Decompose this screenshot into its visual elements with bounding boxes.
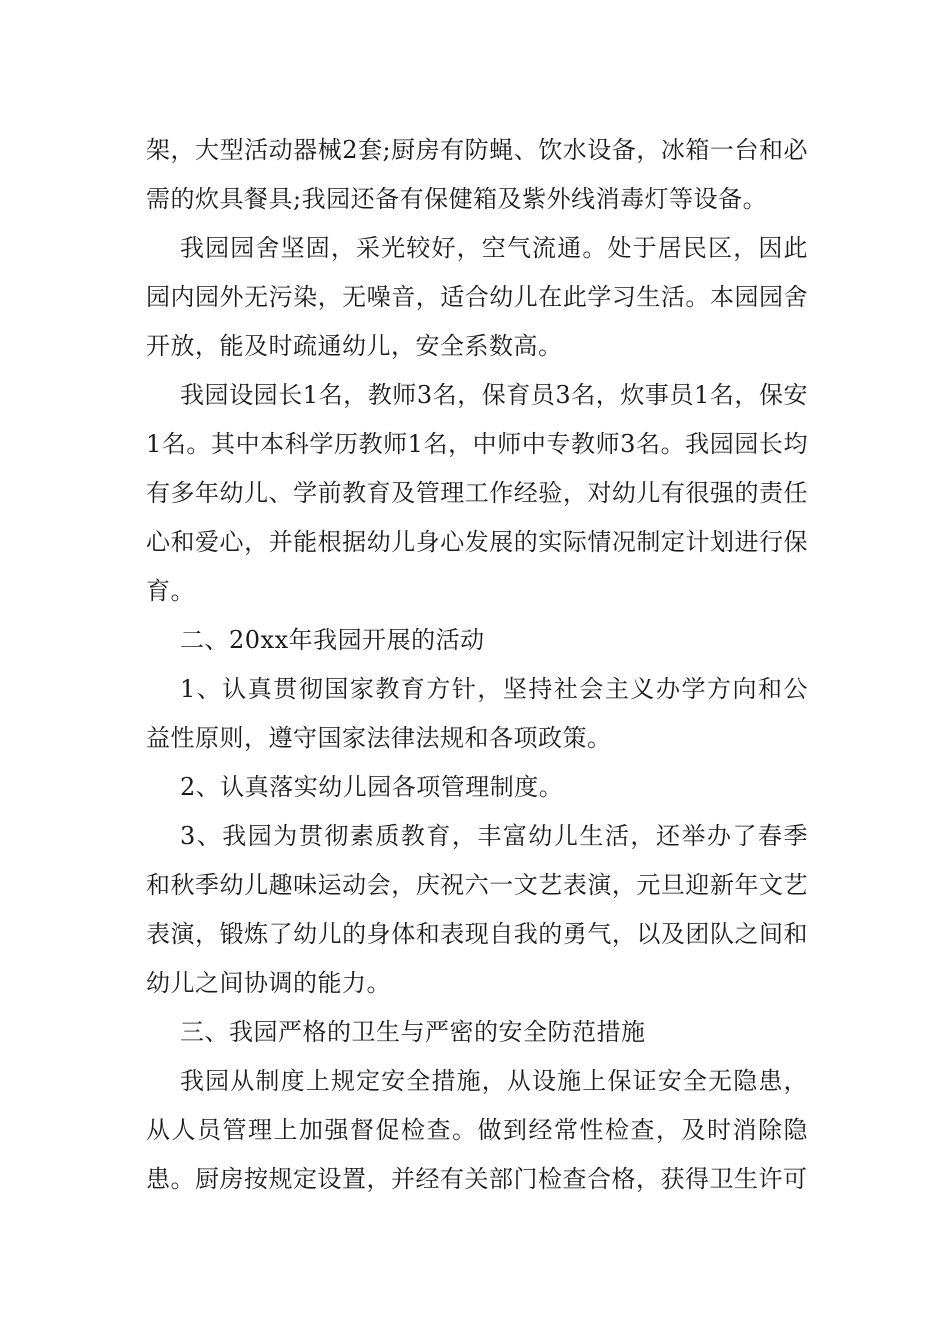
paragraph-equipment-continued: 架，大型活动器械2套;厨房有防蝇、饮水设备，冰箱一台和必需的炊具餐具;我园还备有保健箱及紫外线消毒灯等设备。 [146,136,808,213]
list-item-1: 1、认真贯彻国家教育方针，坚持社会主义办学方向和公益性原则，遵守国家法律法规和各项政策。 [146,675,808,752]
paragraph-building: 我园园舍坚固，采光较好，空气流通。处于居民区，因此园内园外无污染，无噪音，适合幼儿在此学习生活。本园园舍开放，能及时疏通幼儿，安全系数高。 [146,234,808,360]
list-item-2: 2、认真落实幼儿园各项管理制度。 [180,773,564,801]
paragraph-staff: 我园设园长1名，教师3名，保育员3名，炊事员1名，保安1名。其中本科学历教师1名，中师中专教师3名。我园园长均有多年幼儿、学前教育及管理工作经验，对幼儿有很强的责任心和爱心，并能根据幼儿身心发展的实际情况制定计划进行保育。 [146,381,808,605]
list-item-3: 3、我园为贯彻素质教育，丰富幼儿生活，还举办了春季和秋季幼儿趣味运动会，庆祝六一文艺表演，元旦迎新年文艺表演，锻炼了幼儿的身体和表现自我的勇气，以及团队之间和幼儿之间协调的能力。 [146,822,808,997]
paragraph-safety-measures: 我园从制度上规定安全措施，从设施上保证安全无隐患，从人员管理上加强督促检查。做到经常性检查，及时消除隐患。厨房按规定设置，并经有关部门检查合格，获得卫生许可 [146,1067,808,1193]
document-body [146,126,808,1204]
section-heading-activities: 二、20xx年我园开展的活动 [180,626,485,654]
section-heading-safety: 三、我园严格的卫生与严密的安全防范措施 [180,1018,646,1046]
